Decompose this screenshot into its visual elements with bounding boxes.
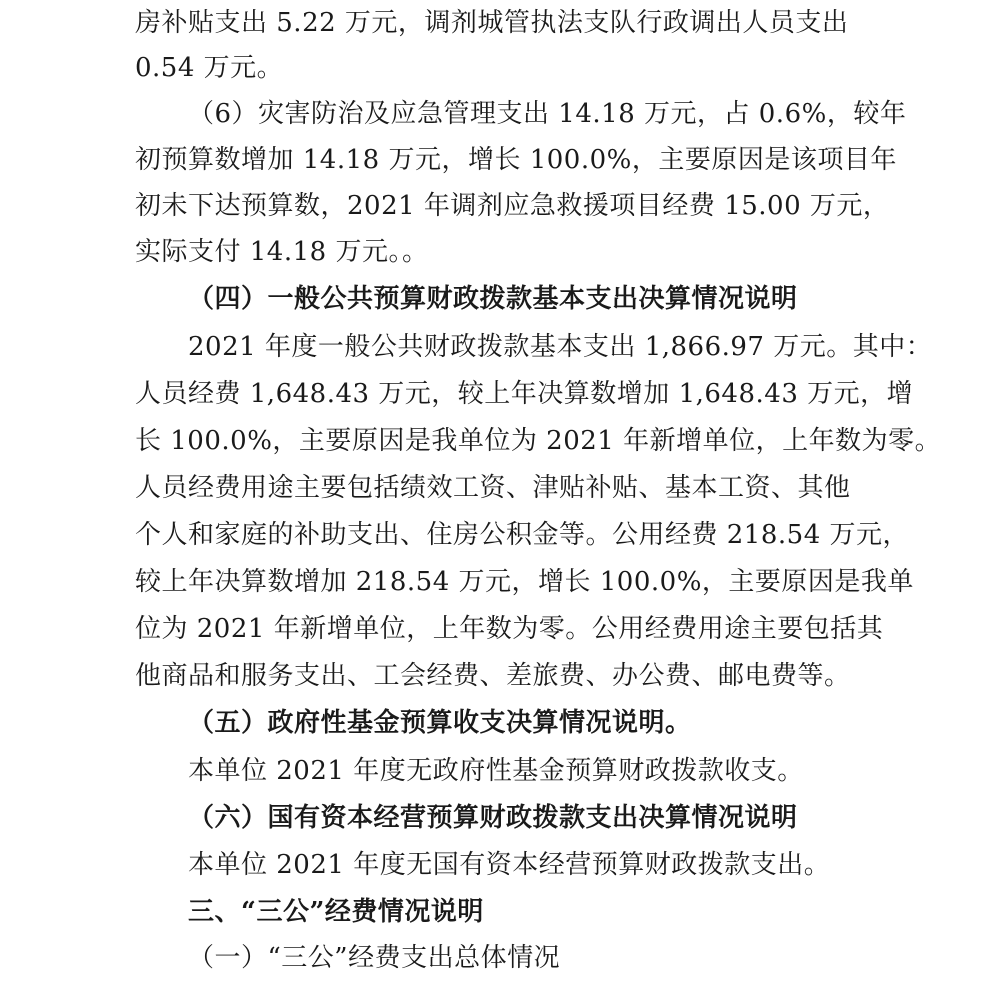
body-text-line: 初预算数增加 14.18 万元，增长 100.0%，主要原因是该项目年 xyxy=(135,145,897,175)
body-text-line: 人员经费 1,648.43 万元，较上年决算数增加 1,648.43 万元，增 xyxy=(135,379,914,409)
body-text-line: 初未下达预算数，2021 年调剂应急救援项目经费 15.00 万元， xyxy=(135,191,890,221)
section-heading-6: （六）国有资本经营预算财政拨款支出决算情况说明 xyxy=(188,803,798,833)
body-text-line: 本单位 2021 年度无政府性基金预算财政拨款收支。 xyxy=(188,756,804,786)
body-text-line: 0.54 万元。 xyxy=(135,53,284,83)
section-heading-5: （五）政府性基金预算收支决算情况说明。 xyxy=(188,708,692,738)
body-text-line: 房补贴支出 5.22 万元，调剂城管执法支队行政调出人员支出 xyxy=(135,8,849,38)
section-heading-4: （四）一般公共预算财政拨款基本支出决算情况说明 xyxy=(188,284,798,314)
body-text-line: 位为 2021 年新增单位，上年数为零。公用经费用途主要包括其 xyxy=(135,614,884,644)
body-text-line: 较上年决算数增加 218.54 万元，增长 100.0%，主要原因是我单 xyxy=(135,567,914,597)
body-text-line: 实际支付 14.18 万元。。 xyxy=(135,237,429,267)
body-text-line: 人员经费用途主要包括绩效工资、津贴补贴、基本工资、其他 xyxy=(135,473,851,503)
body-text-line: 本单位 2021 年度无国有资本经营预算财政拨款支出。 xyxy=(188,850,831,880)
section-item-6: （6）灾害防治及应急管理支出 14.18 万元，占 0.6%，较年 xyxy=(188,99,907,129)
body-text-line: 长 100.0%，主要原因是我单位为 2021 年新增单位，上年数为零。 xyxy=(135,426,942,456)
body-text-line: 2021 年度一般公共财政拨款基本支出 1,866.97 万元。其中： xyxy=(188,332,933,362)
body-text-line: 他商品和服务支出、工会经费、差旅费、办公费、邮电费等。 xyxy=(135,661,851,691)
section-heading-1: （一）“三公”经费支出总体情况 xyxy=(188,943,561,973)
body-text-line: 个人和家庭的补助支出、住房公积金等。公用经费 218.54 万元， xyxy=(135,520,910,550)
chapter-heading-3: 三、“三公”经费情况说明 xyxy=(188,897,484,927)
